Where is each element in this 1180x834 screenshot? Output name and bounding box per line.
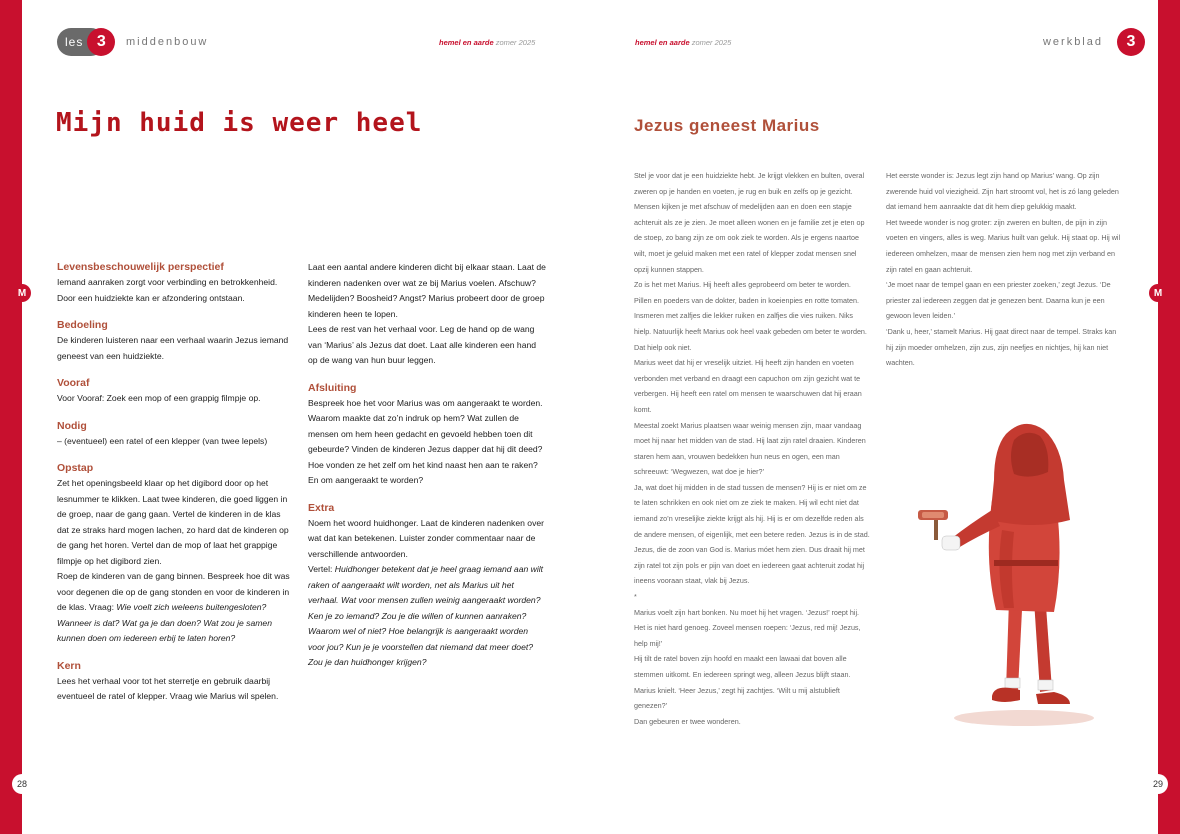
- text-extra-2: [308, 562, 546, 671]
- series-rest-left: zomer 2025: [493, 38, 536, 47]
- lesson-label: les: [57, 28, 105, 56]
- worksheet-label: werkblad: [1042, 36, 1103, 48]
- right-edge-bar: [1158, 0, 1180, 834]
- worksheet-number: 3: [1117, 28, 1145, 56]
- heading-opstap: Opstap: [57, 462, 94, 474]
- text-kern-cont-1: Laat een aantal andere kinderen dicht bij elkaar staan. Laat de kinderen nadenken over wat ze bij Marius voelen. Afschuw? Medelijden? Boosheid? Angst? Marius probeert door de groep kinderen heen te lopen.: [308, 262, 546, 319]
- lesson-column-2: [308, 260, 546, 671]
- text-opstap-2-lead: Roep de kinderen van de gang binnen. Bespreek hoe dit was voor degenen die op de gang stonden en voor de kinderen in de klas. Vraag:: [57, 571, 290, 612]
- text-afsluiting: Bespreek hoe het voor Marius was om aangeraakt te worden. Waarom maakte dat zo’n indruk op hem? Wat zullen de mensen om hem heen gedacht en gevoeld hebben toen dit gebeurde? Vinden de kinderen Jezus dapper dat hij dit deed? Hoe vonden ze het zelf om het kind naast hen aan te raken? En om aangeraakt te worden?: [308, 397, 543, 485]
- series-brand-right: hemel en aarde: [635, 38, 690, 47]
- lesson-number: 3: [87, 28, 115, 56]
- side-tab-left: M: [13, 284, 31, 302]
- section-label: middenbouw: [126, 36, 209, 48]
- lesson-column-1: [57, 260, 292, 705]
- story-paragraph: ‘Dank u, heer,’ stamelt Marius. Hij gaat direct naar de tempel. Straks kan hij zijn moeder omhelzen, zijn zus, zijn neefjes en nichtjes, hij kan niet wachten.: [886, 326, 1117, 368]
- series-rest-right: zomer 2025: [689, 38, 732, 47]
- story-paragraph: Marius weet dat hij er vreselijk uitziet. Hij heeft zijn handen en voeten verbonden met verband en draagt een capuchon om zijn gezicht wat te verbergen. Hij heeft een ratel om mensen te waarschuwen dat hij eraan komt.: [634, 358, 862, 414]
- story-paragraph: Meestal zoekt Marius plaatsen waar weinig mensen zijn, maar vandaag moet hij naar het midden van de stad. Hij laat zijn ratel draaien. Kinderen staren hem aan, vrouwen bedekken hun neus en ogen, een man schreeuwt: ‘Wegwezen, wat doe je hier?’: [634, 420, 866, 477]
- heading-vooraf: Vooraf: [57, 377, 90, 389]
- worksheet-badge: [1043, 28, 1145, 56]
- text-opstap-1: Zet het openingsbeeld klaar op het digibord door op het lesnummer te klikken. Laat twee kinderen, die goed liggen in de groep, naar de gang gaan. Vertel de kinderen in de klas dat ze straks hard mogen lachen, zo hard dat de kinderen op de gang het horen. Vertel dan de mop of laat het grappige filmpje op het digibord zien.: [57, 478, 289, 566]
- text-nodig: – (eventueel) een ratel of een klepper (van twee lepels): [57, 435, 268, 446]
- text-extra-1: Noem het woord huidhonger. Laat de kinderen nadenken over wat dat kan betekenen. Luister zonder commentaar naar de verschillende antwoorden.: [308, 517, 545, 559]
- story-asterisk: *: [634, 592, 637, 602]
- story-paragraph: Hij tilt de ratel boven zijn hoofd en maakt een lawaai dat boven alle stemmen uitkomt. En iedereen springt weg, alleen Jezus blijft staan.: [634, 654, 851, 679]
- heading-afsluiting: Afsluiting: [308, 381, 357, 394]
- page-number-left: 28: [12, 774, 32, 794]
- heading-nodig: Nodig: [57, 419, 87, 432]
- story-paragraph: Zo is het met Marius. Hij heeft alles geprobeerd om beter te worden. Pillen en poeders van de dokter, baden in koeienpies en rotte tomaten. Insmeren met zalfjes die lekker ruiken en zalfjes die vies ruiken. Niks hielp. Natuurlijk heeft Marius ook heel vaak gebeden om beter te worden. Dat hielp ook niet.: [634, 280, 867, 352]
- heading-kern: Kern: [57, 659, 81, 672]
- text-bedoeling: De kinderen luisteren naar een verhaal waarin Jezus iemand geneest van een huidziekte.: [57, 335, 289, 361]
- story-paragraph: Marius knielt. ‘Heer Jezus,’ zegt hij zachtjes. ‘Wilt u mij alstublieft genezen?’: [634, 685, 840, 711]
- heading-bedoeling: Bedoeling: [57, 319, 108, 331]
- text-kern-cont-2: Lees de rest van het verhaal voor. Leg de hand op de wang van ‘Marius’ als Jezus dat doet. Laat alle kinderen een hand op de wang van hun buur leggen.: [308, 324, 537, 365]
- text-opstap-2-italic: Wie voelt zich weleens buitengesloten? Wanneer is dat? Wat ga je dan doen? Wat zou je samen kunnen doen om iedereen erbij te laten horen?: [57, 602, 272, 643]
- heading-levens: Levensbeschouwelijk perspectief: [57, 261, 224, 273]
- story-paragraph: Stel je voor dat je een huidziekte hebt. Je krijgt vlekken en bulten, overal zweren op je handen en voeten, je rug en buik en zelfs op je gezicht. Mensen kijken je met afschuw of medelijden aan en doen een stapje achteruit als ze je zien. Je moet alleen wonen en je familie zet je eten op de stoep, zo bang zijn ze om ook ziek te worden. Als je ergens naartoe wilt, moet je geluid maken met een ratel of klepper zodat mensen snel opzij kunnen stappen.: [634, 171, 865, 274]
- page-number-right: 29: [1148, 774, 1168, 794]
- story-paragraph: Het eerste wonder is: Jezus legt zijn hand op Marius’ wang. Op zijn zwerende huid vol viezigheid. Zijn hart stroomt vol, het is zó lang geleden dat iemand hem aanraakte dat dit hem diep gelukkig maakt.: [886, 171, 1119, 212]
- story-paragraph: Ja, wat doet hij midden in de stad tussen de mensen? Hij is er niet om ze te laten schrikken en ook niet om ze ziek te maken. Hij wil echt niet dat iemand zo’n vreselijke ziekte krijgt als hij. Hij is er om dezelfde reden als de andere mensen, of eigenlijk, met een betere reden. Jezus is in de stad. Jezus, die de zoon van God is. Marius móet hem zien. Dus draait hij met zijn ratel tot zijn pols er pijn van doet en iedereen gaat achteruit zodat hij ineens vooraan staat, vlak bij Jezus.: [634, 482, 870, 586]
- page-title: Mijn huid is weer heel: [56, 108, 423, 138]
- heading-extra: Extra: [308, 501, 335, 514]
- text-vooraf: Voor Vooraf: Zoek een mop of een grappig filmpje op.: [57, 393, 261, 403]
- story-column-1: [634, 168, 870, 729]
- story-paragraph: Marius voelt zijn hart bonken. Nu moet hij het vragen. ‘Jezus!’ roept hij.: [634, 607, 860, 617]
- story-paragraph: Het tweede wonder is nog groter: zijn zweren en bulten, de pijn in zijn voeten en vingers, alles is weg. Marius huilt van geluk. Hij staat op. Hij wil iedereen omhelzen, maar de mensen zien hem nog met zijn verband en zijn ratel en gaan achteruit.: [886, 217, 1121, 274]
- series-label-left: [439, 38, 535, 47]
- text-opstap-2: [57, 569, 292, 647]
- series-label-right: [635, 38, 731, 47]
- story-title: Jezus geneest Marius: [634, 116, 820, 135]
- story-column-2: [886, 168, 1124, 371]
- story-paragraph: Het is niet hard genoeg. Zoveel mensen roepen: ‘Jezus, red mij! Jezus, help mij!’: [634, 623, 861, 648]
- lesson-badge: [57, 28, 115, 56]
- text-kern: Lees het verhaal voor tot het sterretje en gebruik daarbij eventueel de ratel of klepper. Vraag wie Marius wil spelen.: [57, 675, 279, 701]
- marius-illustration: [914, 420, 1104, 730]
- text-extra-2-lead: Vertel:: [308, 564, 335, 574]
- text-extra-2-italic: Huidhonger betekent dat je heel graag iemand aan wilt raken of aangeraakt wilt worden, net als Marius uit het verhaal. Wat voor mensen zullen weinig aangeraakt worden? Ken je zo iemand? Zou je die willen of kunnen aanraken? Waarom wel of niet? Hoe belangrijk is aangeraakt worden voor jou? Kun je je voorstellen dat niemand dat meer doet? Zou je dan huidhonger krijgen?: [308, 564, 544, 667]
- side-tab-right: M: [1149, 284, 1167, 302]
- story-paragraph: Dan gebeuren er twee wonderen.: [634, 716, 741, 726]
- left-edge-bar: [0, 0, 22, 834]
- series-brand-left: hemel en aarde: [439, 38, 494, 47]
- story-paragraph: ‘Je moet naar de tempel gaan en een priester zoeken,’ zegt Jezus. ‘De priester zal iedereen zeggen dat je genezen bent. Daarna kun je een gewoon leven leiden.’: [886, 280, 1111, 321]
- text-levens: Iemand aanraken zorgt voor verbinding en betrokkenheid. Door een huidziekte kan er afzondering ontstaan.: [57, 277, 278, 303]
